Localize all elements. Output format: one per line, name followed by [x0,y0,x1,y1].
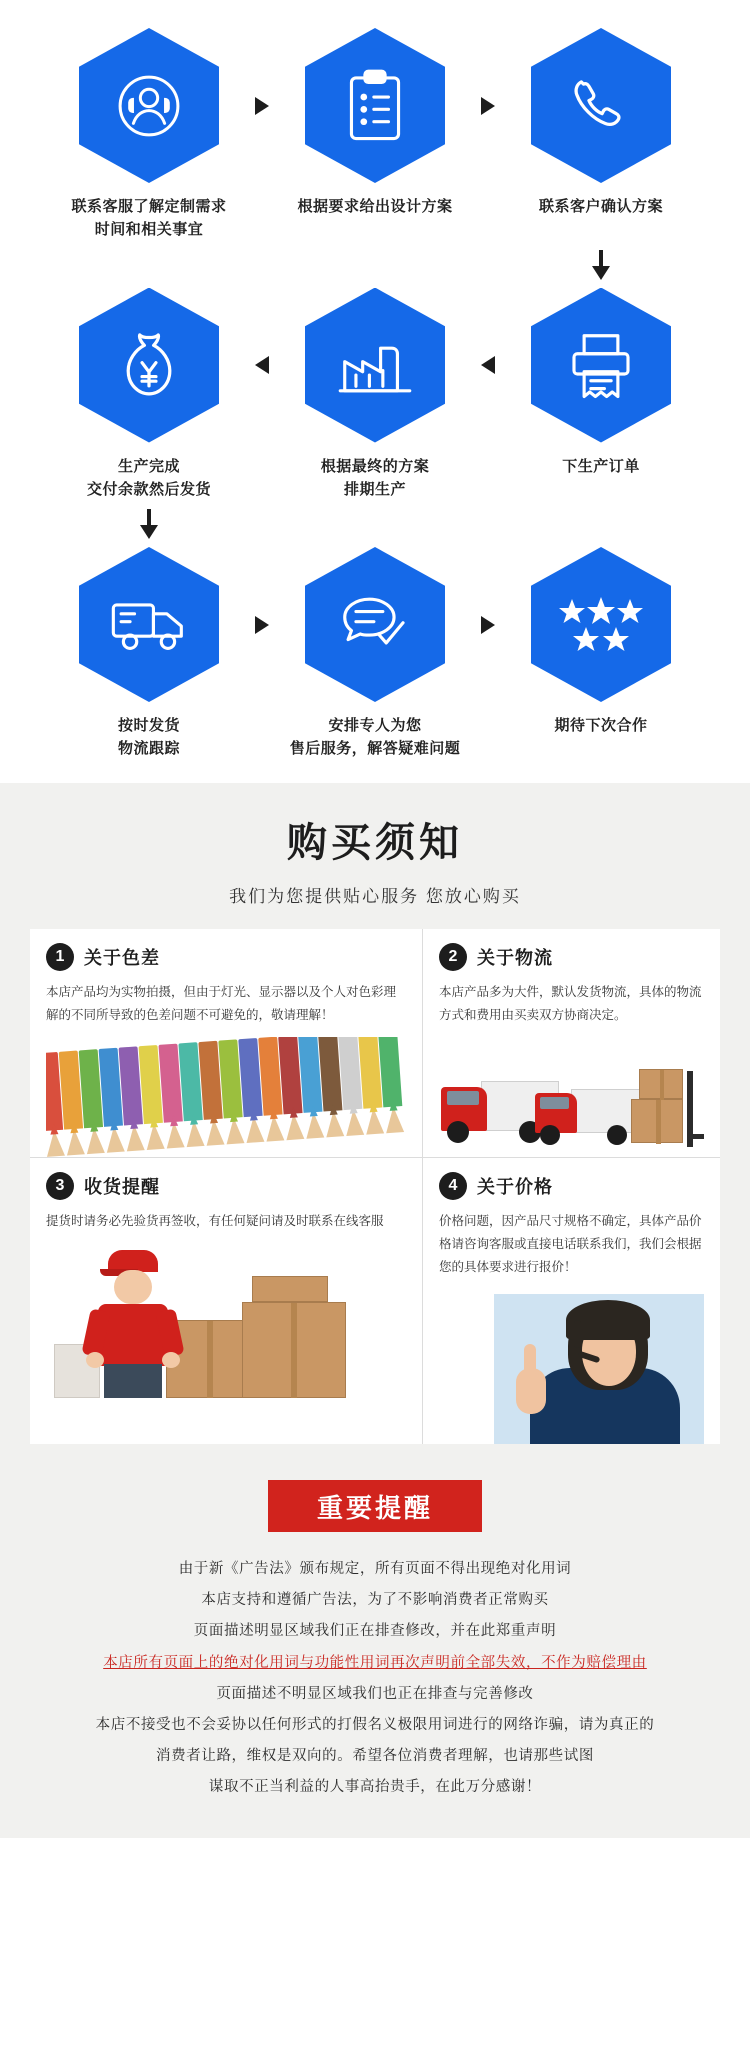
chat-check-icon [305,547,445,702]
print-order-icon [531,288,671,443]
flow-step-3 [506,28,696,218]
arrow-down-icon [54,501,244,547]
notice-title: 购买须知 [287,820,463,865]
reminder-line: 页面描述不明显区域我们也正在排查与完善修改 [216,1685,534,1702]
notice-item-header [439,1172,704,1200]
reminder-line: 由于新《广告法》颁布规定，所有页面不得出现绝对化用词 [178,1561,572,1578]
flow-step-6 [506,288,696,478]
notice-item-receiving [30,1158,423,1444]
reminder-line: 消费者让路，维权是双向的。希望各位消费者理解，也请那些试图 [156,1748,594,1765]
flow-step-8-label: 安排专人为您 售后服务，解答疑难问题 [289,717,461,758]
notice-item-logistics [423,929,720,1158]
deliveryman-boxes-photo [46,1243,406,1398]
delivery-truck-icon [79,547,219,702]
buying-notice-section [0,783,750,1475]
flow-step-5-label: 根据最终的方案 排期生产 [320,457,430,498]
notice-item-color [30,929,423,1158]
notice-item-title: 收货提醒 [84,1176,160,1197]
notice-item-price [423,1158,720,1444]
notice-item-body: 提货时请务必先验货再签收，有任何疑问请及时联系在线客服 [46,1213,384,1228]
flow-row-1 [0,28,750,242]
reminder-line: 谋取不正当利益的人事高抬贵手，在此万分感谢！ [208,1779,542,1796]
flow-step-9 [506,547,696,737]
important-reminder-section [0,1474,750,1837]
reminder-text-block [0,1554,750,1803]
flow-step-6-label: 下生产订单 [562,457,640,475]
flow-arrow-row-1 [0,242,750,288]
notice-item-title: 关于物流 [477,947,553,968]
flow-step-7-label: 按时发货 物流跟踪 [117,717,180,758]
arrow-right-icon [244,547,280,702]
process-flow-section [0,0,750,783]
reminder-line-highlighted: 本店所有页面上的绝对化用词与功能性用词再次声明前全部失效，不作为赔偿理由 [103,1654,647,1671]
notice-item-body: 本店产品均为实物拍摄，但由于灯光、显示器以及个人对色彩理解的不同所导致的色差问题不可避免的，敬请理解！ [46,984,397,1022]
notice-item-header [46,1172,406,1200]
notice-item-body: 价格问题，因产品尺寸规格不确定，具体产品价格请咨询客服或直接电话联系我们，我们会根据您的具体要求进行报价！ [439,1213,702,1274]
flow-step-9-label: 期待下次合作 [554,717,648,734]
notice-item-number: 2 [439,943,467,971]
flow-step-3-label: 联系客户确认方案 [538,198,663,215]
trucks-cargo-photo [439,1037,704,1157]
money-bag-yuan-icon [79,288,219,443]
notice-grid [30,929,720,1445]
notice-item-header [439,943,704,971]
flow-arrow-row-2 [0,501,750,547]
flow-step-2-label: 根据要求给出设计方案 [297,198,453,215]
customer-service-operator-photo [439,1289,704,1444]
flow-row-3 [0,547,750,761]
clipboard-checklist-icon [305,28,445,183]
reminder-line: 页面描述明显区域我们正在排查修改，并在此郑重声明 [193,1623,557,1640]
notice-item-title: 关于色差 [84,947,160,968]
arrow-right-icon [470,547,506,702]
arrow-right-icon [470,28,506,183]
notice-subtitle: 我们为您提供贴心服务 您放心购买 [229,886,521,906]
flow-step-1 [54,28,244,242]
arrow-right-icon [244,28,280,183]
reminder-banner [268,1480,482,1532]
flow-step-4-label: 生产完成 交付余款然后发货 [86,457,211,498]
reminder-line: 本店支持和遵循广告法，为了不影响消费者正常购买 [201,1592,549,1609]
arrow-left-icon [470,288,506,443]
colored-pencils-photo [46,1037,406,1157]
notice-item-header [46,943,406,971]
flow-step-7 [54,547,244,761]
flow-step-2 [280,28,470,218]
notice-item-number: 4 [439,1172,467,1200]
flow-step-5 [280,288,470,502]
notice-item-number: 3 [46,1172,74,1200]
arrow-left-icon [244,288,280,443]
five-stars-icon [531,547,671,702]
phone-handset-icon [531,28,671,183]
flow-step-1-label: 联系客服了解定制需求 时间和相关事宜 [71,198,227,239]
flow-step-4 [54,288,244,502]
reminder-line: 本店不接受也不会妥协以任何形式的打假名义极限用词进行的网络诈骗，请为真正的 [95,1716,655,1733]
reminder-banner-label: 重要提醒 [316,1492,433,1523]
notice-item-number: 1 [46,943,74,971]
notice-item-title: 关于价格 [477,1176,553,1197]
headset-support-icon [79,28,219,183]
flow-step-8 [280,547,470,761]
factory-icon [305,288,445,443]
arrow-down-icon [506,242,696,288]
notice-item-body: 本店产品多为大件，默认发货物流，具体的物流方式和费用由买卖双方协商决定。 [439,984,702,1022]
flow-row-2 [0,288,750,502]
